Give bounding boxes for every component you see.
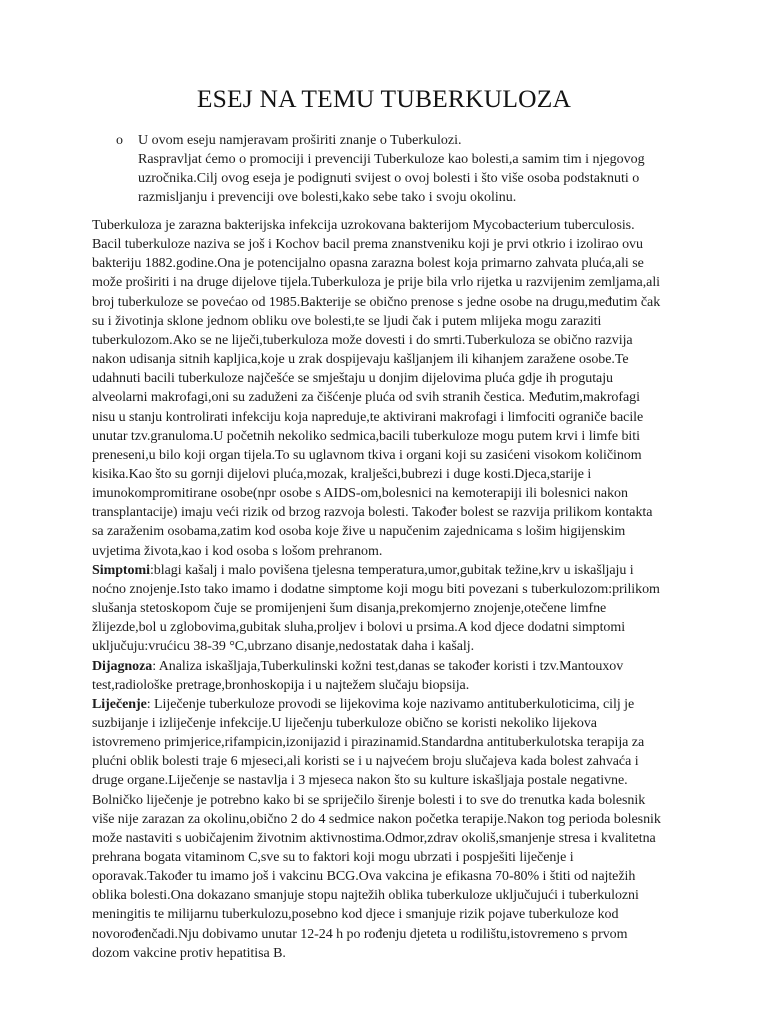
body-line — [92, 829, 656, 848]
body-line — [92, 714, 597, 733]
body-line-text: alveolarni makrofagi,oni su zaduženi za čišćenje pluća od svih stranih čestica. Međutim,makrofagi — [92, 390, 640, 406]
body-line-text: oblika bolesti.Ona dokazano smanjuje stopu najtežih oblika tuberkuloze uključujući i tuberkulozni — [92, 888, 639, 904]
body-line — [92, 618, 625, 637]
body-line-text: uvjetima života,kao i kod osoba s lošom prehranom. — [92, 543, 383, 559]
body-line-text: Tuberkuloza je zarazna bakterijska infekcija uzrokovana bakterijom Mycobacterium tuberculosis. — [92, 218, 635, 233]
body-line — [92, 312, 601, 331]
body-line — [92, 465, 591, 484]
body-line — [92, 848, 574, 867]
intro-line: Raspravljat ćemo o promociji i prevenciji Tuberkuloze kao bolesti,a samim tim i njegovog — [138, 152, 645, 167]
section-line-lijeenje — [92, 695, 634, 714]
body-line-text: tuberkulozom.Ako se ne liječi,tuberkuloza može dovesti i do smrti.Tuberkuloza se obično razvija — [92, 332, 633, 348]
body-line — [92, 580, 660, 599]
body-line — [92, 810, 661, 829]
body-line — [92, 944, 286, 963]
body-line-text: broj tuberkuloze se povećao od 1985.Bakterije se obično prenose s jedne osobe na drugu,međutim čak — [92, 294, 661, 310]
body-line — [92, 522, 625, 541]
body-line-text: imunokompromitirane osobe(npr osobe s AIDS-om,bolesnici na kemoterapiji ili bolesnici nakon — [92, 486, 628, 502]
body-line — [92, 446, 642, 465]
body-line — [92, 771, 628, 790]
body-line-text: Bacil tuberkuloze naziva se još i Kochov bacil prema znanstveniku koji je prvi otkrio i izolirao ovu — [92, 237, 643, 253]
body-line-text: više nije zarazan za okolinu,obično 2 do 4 sedmice nakon početka terapije.Nakon tog perioda bolesnik — [92, 811, 661, 827]
body-line — [92, 925, 627, 944]
body-line-text: test,radiološke pretrage,bronhoskopija i u najtežem slučaju biopsija. — [92, 677, 470, 693]
body-line — [92, 254, 644, 273]
body-line-text: dozom vakcine protiv hepatitisa B. — [92, 945, 286, 961]
section-label: Dijagnoza — [92, 658, 153, 674]
body-line-text: prehrana bogata vitaminom C,sve su to faktori koji mogu ubrzati i pospješiti liječenje i — [92, 849, 574, 865]
section-line-dijagnoza — [92, 657, 623, 676]
body-line-text: sa zaraženim osobama,zatim kod osoba koje žive u napučenim zajednicama s lošim higijenskim — [92, 524, 626, 540]
body-line — [92, 733, 644, 752]
body-line-text: druge organe.Liječenje se nastavlja i 3 mjeseca nakon što su kulture iskašljaja postale negativne. — [92, 773, 628, 789]
body-line — [92, 905, 618, 924]
body-line-text: :blagi kašalj i malo povišena tjelesna temperatura,umor,gubitak težine,krv u iskašljaju i — [149, 562, 634, 578]
intro-line: razmisljanju i prevenciji ove bolesti,kako sebe tako i svoju okolinu. — [138, 190, 517, 205]
body-line-text: može proširiti i na druge dijelove tijela.Tuberkuloza je prije bila vrlo rijetka u razvijenim zemljama,ali — [92, 275, 660, 291]
body-line-text: unutar tzv.granuloma.U početnih nekoliko sedmica,bacili tuberkuloze mogu putem krvi i limfe biti — [92, 428, 640, 444]
body-line — [92, 542, 382, 561]
body-line-text: uključuju:vrućicu 38-39 °C,ubrzano disanje,nedostatak daha i kašalj. — [92, 639, 475, 655]
body-line — [92, 293, 660, 312]
body-line — [92, 676, 469, 695]
body-line — [92, 752, 639, 771]
section-label: Liječenje — [92, 696, 147, 712]
body-line — [92, 331, 633, 350]
body-line — [92, 369, 613, 388]
body-line-text: novorođenčadi.Nju dobivamo unutar 12-24 h po rođenju djeteta u rodilištu,istovremeno s prvom — [92, 926, 628, 942]
body-line-text: nakon udisanja sitnih kapljica,koje u zrak dospijevaju kašljanjem ili kihanjem zaražene osobe.Te — [92, 352, 629, 367]
body-line-text: slušanja stetoskopom čuje se promijenjeni šum disanja,prekomjerno znojenje,otečene limfne — [92, 601, 607, 616]
body-line — [92, 350, 629, 369]
body-line-text: : Analiza iskašljaja,Tuberkulinski kožni test,danas se također koristi i tzv.Mantouxov — [152, 658, 624, 674]
body-line-text: bakteriju 1882.godine.Ona je potencijalno opasna zarazna bolest koja primarno zahvata pluća,ali se — [92, 256, 644, 272]
document-title: ESEJ NA TEMU TUBERKULOZA — [196, 84, 572, 113]
body-line-text: noćno znojenje.Isto tako imamo i dodatne simptome koji mogu biti povezani s tuberkulozom:prilikom — [92, 581, 660, 597]
body-line-text: meningitis te milijarnu tuberkulozu,posebno kod djece i smanjuje rizik pojave tuberkuloze kod — [92, 907, 619, 923]
body-line — [92, 388, 640, 407]
intro-line: uzročnika.Cilj ovog eseja je podignuti svijest o ovoj bolesti i što više osoba podstaknuti o — [138, 171, 640, 186]
body-line-text: Bolničko liječenje je potrebno kako bi se spriječilo širenje bolesti i to sve do trenutka kada bolesnik — [92, 792, 646, 808]
body-line — [92, 886, 639, 905]
body-line — [92, 427, 640, 446]
section-line-simptomi — [92, 561, 634, 580]
intro-line: U ovom eseju namjeravam proširiti znanje o Tuberkulozi. — [138, 133, 462, 148]
body-line — [92, 235, 643, 254]
body-line-text: preneseni,u bilo koji organ tijela.To su uglavnom tkiva i organi koji su zasićeni visokom količinom — [92, 447, 642, 463]
body-line-text: : Liječenje tuberkuloze provodi se lijekovima koje nazivamo antituberkuloticima, cilj je — [146, 696, 635, 712]
body-line-text: nisu u stanju kontrolirati infekciju koja napreduje,te aktivirani makrofagi i limfociti ograniče bacile — [92, 409, 644, 425]
body-line-text: transplantacije) imaju veći rizik od brzog razvoja bolesti. Također bolest se razvija prilikom kontakta — [92, 505, 653, 521]
body-line — [92, 867, 635, 886]
body-line — [92, 408, 643, 427]
body-line-text: oporavak.Također tu imamo još i vakcinu BCG.Ova vakcina je efikasna 70-80% i štiti od najtežih — [92, 869, 636, 885]
body-line — [92, 599, 606, 618]
body-line-text: žlijezde,bol u zglobovima,gubitak sluha,proljev i bolovi u prsima.A kod djece dodatni simptomi — [92, 620, 626, 636]
body-line-text: kisika.Kao što su gornji dijelovi pluća,mozak, kralješci,bubrezi i duge kosti.Djeca,starije i — [92, 466, 592, 482]
body-line — [92, 791, 645, 810]
body-line-text: su i životinja sklone jednom obliku ove bolesti,te se ljudi čak i putem mlijeka mogu zaraziti — [92, 313, 602, 329]
body-line — [92, 503, 652, 522]
body-line — [92, 273, 660, 292]
body-line — [92, 216, 635, 235]
body-line-text: suzbijanje i izliječenje infekcije.U liječenju tuberkuloze obično se koristi nekoliko lijekova — [92, 715, 597, 731]
body-line-text: udahnuti bacili tuberkuloze najčešće se smještaju u donjim dijelovima pluća gdje ih progutaju — [92, 371, 613, 387]
section-label: Simptomi — [92, 562, 150, 578]
bullet-marker: o — [116, 133, 123, 148]
body-line — [92, 484, 628, 503]
body-line-text: može nastaviti s uobičajenim životnim aktivnostima.Odmor,zdrav okoliš,smanjenje stresa i kvalitetna — [92, 830, 656, 846]
body-line-text: istovremeno primjerice,rifampicin,izonijazid i pirazinamid.Standardna antituberkulotska terapija za — [92, 735, 645, 750]
body-line-text: plućni oblik bolesti traje 6 mjeseci,ali koristi se i u najvećem broju slučajeva kada bolest zahvaća i — [92, 754, 639, 770]
body-line — [92, 637, 474, 656]
